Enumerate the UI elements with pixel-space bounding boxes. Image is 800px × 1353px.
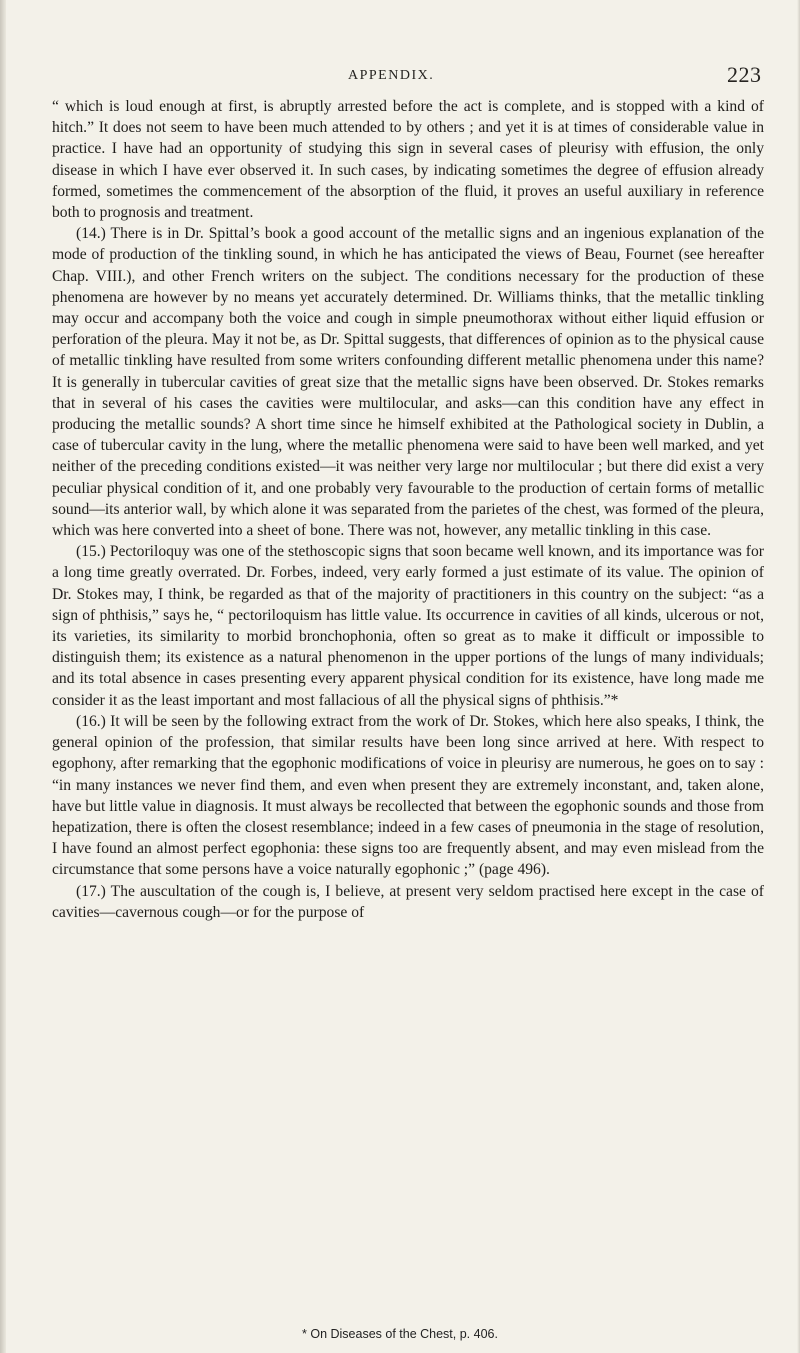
- body-text: [52, 96, 764, 923]
- paragraph-continuation: “ which is loud enough at first, is abruptly arrested before the act is complete, and is stopped with a kind of hitch.” It does not seem to have been much attended to by others ; and yet it is at times of considerable value in practice. I have had an opportunity of studying this sign in several cases of pleurisy with effusion, the only disease in which I have ever observed it. In such cases, by indicating sometimes the degree of effusion already formed, sometimes the commencement of the absorption of the fluid, it proves an useful auxiliary in reference both to prognosis and treatment.: [52, 98, 764, 222]
- running-head: [0, 62, 800, 92]
- page-number: 223: [727, 62, 762, 87]
- paragraph-14: (14.) There is in Dr. Spittal’s book a good account of the metallic signs and an ingenious explanation of the mode of production of the tinkling sound, in which he has anticipated the views of Beau, Fournet (see hereafter Chap. VIII.), and other French writers on the subject. The conditions necessary for the production of these phenomena are however by no means yet accurately determined. Dr. Williams thinks, that the metallic tinkling may occur and accompany both the voice and cough in simple pneumothorax without either liquid effusion or perforation of the pleura. May it not be, as Dr. Spittal suggests, that differences of opinion as to the physical cause of metallic tinkling have resulted from some writers confounding different metallic phenomena under this name? It is generally in tubercular cavities of great size that the metallic signs have been observed. Dr. Stokes remarks that in several of his cases the cavities were multilocular, and asks—can this condition have any effect in producing the metallic sounds? A short time since he himself exhibited at the Pathological society in Dublin, a case of tubercular cavity in the lung, where the metallic phenomena were said to have been well marked, and yet neither of the preceding conditions existed—it was neither very large nor multilocular ; but there did exist a very peculiar physical condition of it, and one probably very favourable to the production of certain forms of metallic sound—its anterior wall, by which alone it was separated from the parietes of the chest, was formed of the pleura, which was here converted into a sheet of bone. There was not, however, any metallic tinkling in this case.: [52, 225, 764, 540]
- footnote: * On Diseases of the Chest, p. 406.: [302, 1327, 498, 1341]
- paragraph-16: (16.) It will be seen by the following extract from the work of Dr. Stokes, which here also speaks, I think, the general opinion of the profession, that similar results have been long since arrived at here. With respect to egophony, after remarking that the egophonic modifications of voice in pleurisy are numerous, he goes on to say : “in many instances we never find them, and even when present they are extremely inconstant, and, taken alone, have but little value in diagnosis. It must always be recollected that between the egophonic sounds and those from hepatization, there is often the closest resemblance; indeed in a few cases of pneumonia in the stage of resolution, I have found an almost perfect egophonia: these signs too are frequently absent, and may even mislead from the circumstance that some persons have a voice naturally egophonic ;” (page 496).: [52, 712, 764, 879]
- page-left-edge: [0, 0, 6, 1353]
- running-title: APPENDIX.: [348, 68, 435, 83]
- paragraph-17: (17.) The auscultation of the cough is, I believe, at present very seldom practised here except in the case of cavities—cavernous cough—or for the purpose of: [52, 882, 764, 921]
- paragraph-15: (15.) Pectoriloquy was one of the stethoscopic signs that soon became well known, and its importance was for a long time greatly overrated. Dr. Forbes, indeed, very early formed a just estimate of its value. The opinion of Dr. Stokes may, I think, be regarded as that of the majority of practitioners in this country on the subject: “as a sign of phthisis,” says he, “ pectoriloquism has little value. Its occurrence in cavities of all kinds, ulcerous or not, its varieties, its similarity to morbid bronchophonia, often so great as to make it difficult or impossible to distinguish them; its existence as a natural phenomenon in the upper portions of the lungs of many individuals; and its total absence in cases presenting every apparent physical condition for its existence, have long made me consider it as the least important and most fallacious of all the physical signs of phthisis.”*: [52, 543, 764, 709]
